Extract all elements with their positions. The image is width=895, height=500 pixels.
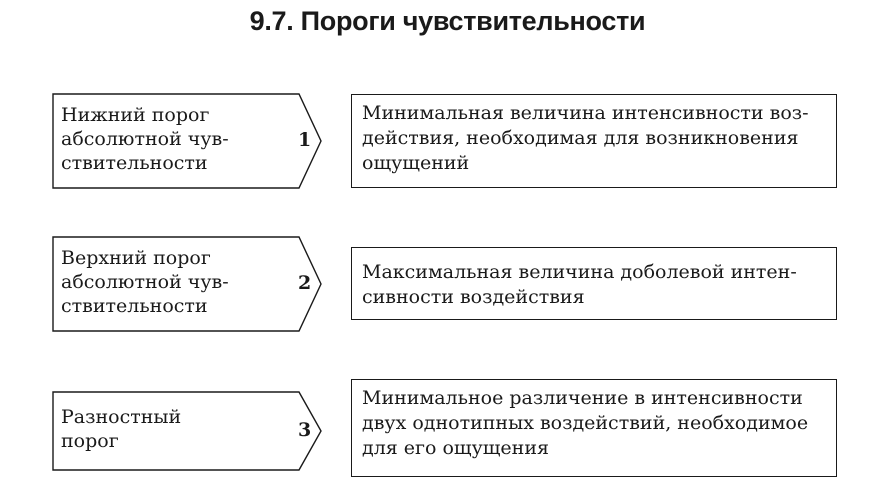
threshold-number-1: 1 — [298, 129, 312, 151]
threshold-label-box-2 — [52, 236, 322, 332]
threshold-label-1: Нижний порог абсолютной чув- ствительности — [61, 104, 229, 174]
threshold-number-2: 2 — [298, 272, 312, 294]
threshold-definition-2: Максимальная величина доболевой интен- сивности воздействия — [351, 247, 837, 320]
threshold-definition-3: Минимальное различение в интенсивности двух однотипных воздействий, необходимое для его ощущения — [351, 379, 837, 477]
threshold-number-3: 3 — [298, 419, 312, 441]
threshold-definition-1: Минимальная величина интенсивности воз- действия, необходимая для возникновения ощущений — [351, 94, 837, 188]
threshold-label-box-1 — [52, 93, 322, 189]
threshold-label-3: Разностный порог — [61, 406, 182, 452]
threshold-label-box-3 — [52, 391, 322, 471]
threshold-label-2: Верхний порог абсолютной чув- ствительности — [61, 247, 229, 317]
diagram-title: 9.7. Пороги чувствительности — [249, 6, 646, 36]
